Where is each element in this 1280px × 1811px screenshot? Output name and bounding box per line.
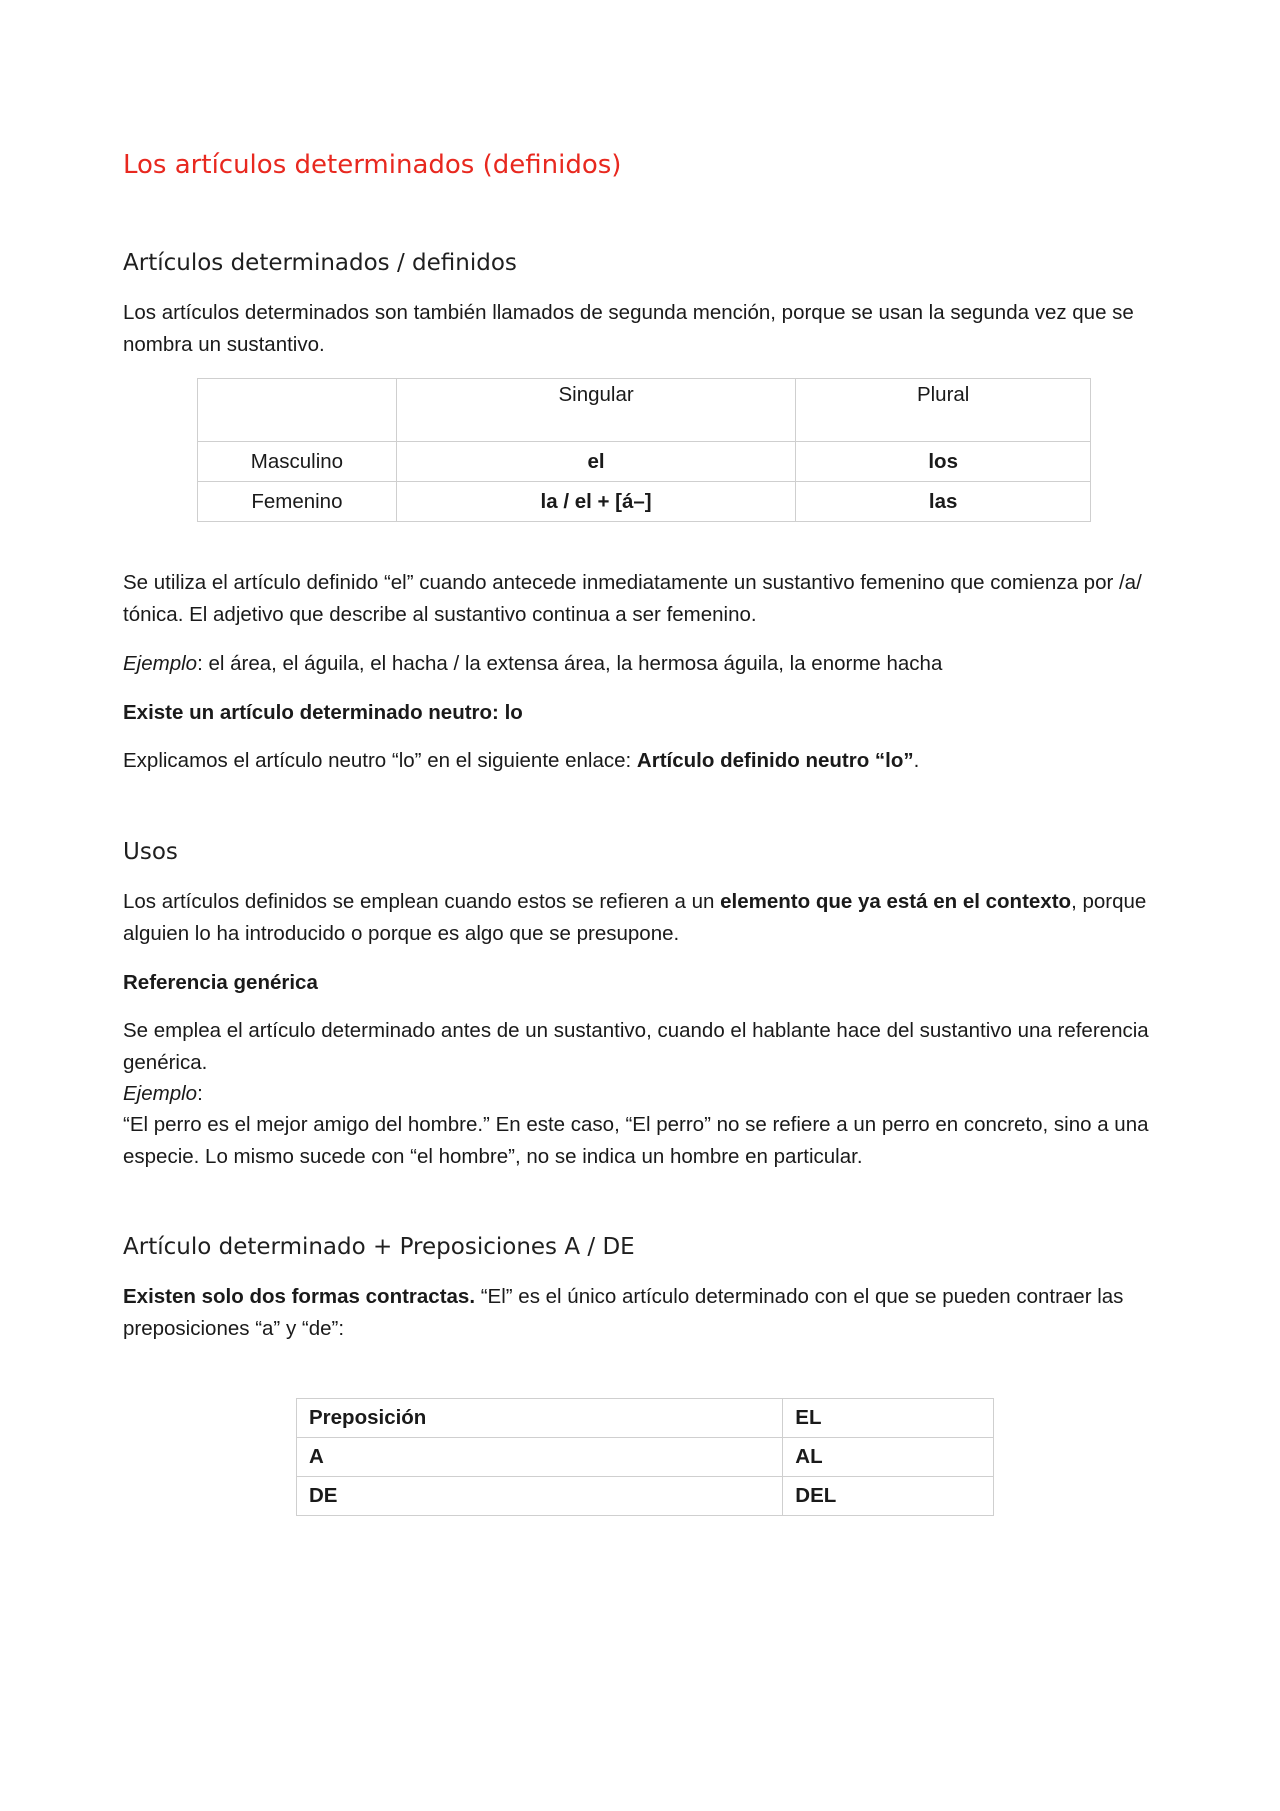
table-cell: el <box>396 442 796 482</box>
section-heading-preposiciones: Artículo determinado + Preposiciones A / DE <box>123 1234 635 1260</box>
articulo-neutro-link[interactable]: Artículo definido neutro “lo” <box>636 749 914 772</box>
example-label: Ejemplo <box>123 1082 198 1105</box>
example-colon: : <box>197 1082 203 1105</box>
contractions-table <box>296 1398 994 1516</box>
table-cell: los <box>796 442 1091 482</box>
table-row <box>297 1438 994 1477</box>
table-cell: Masculino <box>198 442 397 482</box>
table-cell: DE <box>297 1477 783 1516</box>
table-header-cell: Singular <box>396 379 796 442</box>
example-text: : el área, el águila, el hacha / la extensa área, la hermosa águila, la enorme hacha <box>197 652 943 675</box>
contract-text: “El” es el único artículo determinado con el que se pueden contraer las preposiciones “a” y “de”: <box>123 1285 1124 1340</box>
contract-bold: Existen solo dos formas contractas. <box>123 1285 476 1308</box>
section-heading-articulos: Artículos determinados / definidos <box>123 250 517 276</box>
table-header-row <box>198 379 1091 442</box>
neutral-heading <box>123 697 1167 729</box>
note-paragraph: Se utiliza el artículo definido “el” cuando antecede inmediatamente un sustantivo femenino que comienza por /a/ tónica. El adjetivo que describe al sustantivo continua a ser femenino. <box>123 571 1142 626</box>
link-suffix: . <box>913 749 920 772</box>
table-cell: A <box>297 1438 783 1477</box>
intro-paragraph: Los artículos determinados son también llamados de segunda mención, porque se usan la segunda vez que se nombra un sustantivo. <box>123 301 1134 356</box>
neutral-heading-text: Existe un artículo determinado neutro: lo <box>123 701 523 724</box>
generic-subheading <box>123 967 1167 999</box>
table-row <box>297 1399 994 1438</box>
usos-text: Los artículos definidos se emplean cuando estos se refieren a un <box>123 890 721 913</box>
document-title: Los artículos determinados (definidos) <box>123 150 622 180</box>
articles-table <box>197 378 1091 522</box>
table-header-cell: Plural <box>796 379 1091 442</box>
table-cell: DEL <box>783 1477 994 1516</box>
usos-paragraph <box>123 886 1167 949</box>
example-label: Ejemplo <box>123 652 198 675</box>
usos-bold: elemento que ya está en el contexto <box>720 890 1072 913</box>
table-row <box>198 442 1091 482</box>
section-heading-usos: Usos <box>123 839 178 865</box>
usos-text-end: , porque alguien lo ha introducido o porque es algo que se presupone. <box>123 890 1147 945</box>
table-header-cell <box>198 379 397 442</box>
table-row <box>198 482 1091 522</box>
generic-paragraph: Se emplea el artículo determinado antes de un sustantivo, cuando el hablante hace del sustantivo una referencia genérica. <box>123 1019 1149 1074</box>
link-prefix: Explicamos el artículo neutro “lo” en el siguiente enlace: <box>123 749 637 772</box>
generic-example-text: “El perro es el mejor amigo del hombre.” En este caso, “El perro” no se refiere a un perro en concreto, sino a una especie. Lo mismo sucede con “el hombre”, no se indica un hombre en particular. <box>123 1113 1149 1168</box>
table-cell: la / el + [á–] <box>396 482 796 522</box>
table-row <box>297 1477 994 1516</box>
generic-subheading-text: Referencia genérica <box>123 971 318 994</box>
contract-paragraph <box>123 1281 1167 1344</box>
table-cell: EL <box>783 1399 994 1438</box>
table-cell: Preposición <box>297 1399 783 1438</box>
link-paragraph <box>123 745 1167 777</box>
generic-example-label <box>123 1078 1167 1110</box>
table-cell: Femenino <box>198 482 397 522</box>
table-cell: AL <box>783 1438 994 1477</box>
table-cell: las <box>796 482 1091 522</box>
example-paragraph <box>123 648 1167 680</box>
